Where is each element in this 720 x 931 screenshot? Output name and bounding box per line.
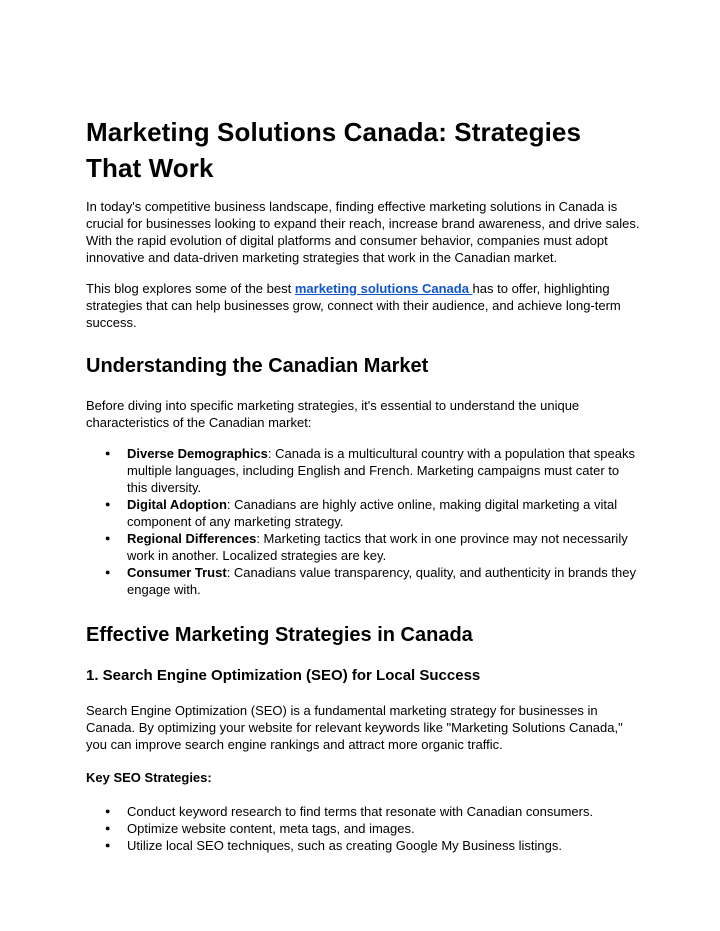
list-item-text: : Marketing tactics that work in one province may not necessarily work in another. Localized strategies are key. (127, 531, 628, 563)
blog-text-after: has to offer, highlighting strategies that can help businesses grow, connect with their audience, and achieve long-term success. (86, 281, 621, 330)
list-item-term: Digital Adoption (127, 497, 227, 512)
effective-heading: Effective Marketing Strategies in Canada (86, 624, 473, 646)
blog-text-before: This blog explores some of the best (86, 281, 295, 296)
seo-heading: 1. Search Engine Optimization (SEO) for Local Success (86, 667, 481, 684)
intro-paragraph: In today's competitive business landscape, finding effective marketing solutions in Canada is crucial for businesses looking to expand their reach, increase brand awareness, and drive sales. With the rapid evolution of digital platforms and consumer behavior, companies must adopt innovative and data-driven marketing strategies that work in the Canadian market. (86, 199, 640, 265)
marketing-solutions-link[interactable]: marketing solutions Canada (294, 281, 473, 296)
list-item-text: : Canadians are highly active online, making digital marketing a vital component of any marketing strategy. (127, 497, 618, 529)
list-item: ● Optimize website content, meta tags, and images. (86, 820, 640, 837)
list-item: ● Conduct keyword research to find terms that resonate with Canadian consumers. (86, 803, 640, 820)
seo-list (86, 803, 640, 854)
list-item-text: : Canada is a multicultural country with a population that speaks multiple languages, including English and French. Marketing campaigns must cater to this diversity. (127, 446, 635, 495)
market-intro: Before diving into specific marketing strategies, it's essential to understand the unique characteristics of the Canadian market: (86, 398, 580, 430)
list-item (86, 564, 640, 598)
list-item (86, 496, 640, 530)
market-list (86, 445, 640, 598)
market-heading: Understanding the Canadian Market (86, 355, 429, 377)
list-item-term: Regional Differences (127, 531, 257, 546)
list-item-text: : Canadians value transparency, quality, and authenticity in brands they engage with. (127, 565, 636, 597)
key-seo-label: Key SEO Strategies: (86, 770, 212, 785)
page-title: Marketing Solutions Canada: Strategies That Work (86, 117, 582, 183)
list-item (86, 530, 640, 564)
list-item-term: Consumer Trust (127, 565, 227, 580)
list-item-term: Diverse Demographics (127, 446, 268, 461)
list-item (86, 445, 640, 496)
seo-paragraph: Search Engine Optimization (SEO) is a fundamental marketing strategy for businesses in Canada. By optimizing your website for relevant keywords like "Marketing Solutions Canada," you can improve search engine rankings and attract more organic traffic. (86, 703, 623, 752)
blog-paragraph (86, 280, 640, 331)
list-item: ● Utilize local SEO techniques, such as creating Google My Business listings. (86, 837, 640, 854)
